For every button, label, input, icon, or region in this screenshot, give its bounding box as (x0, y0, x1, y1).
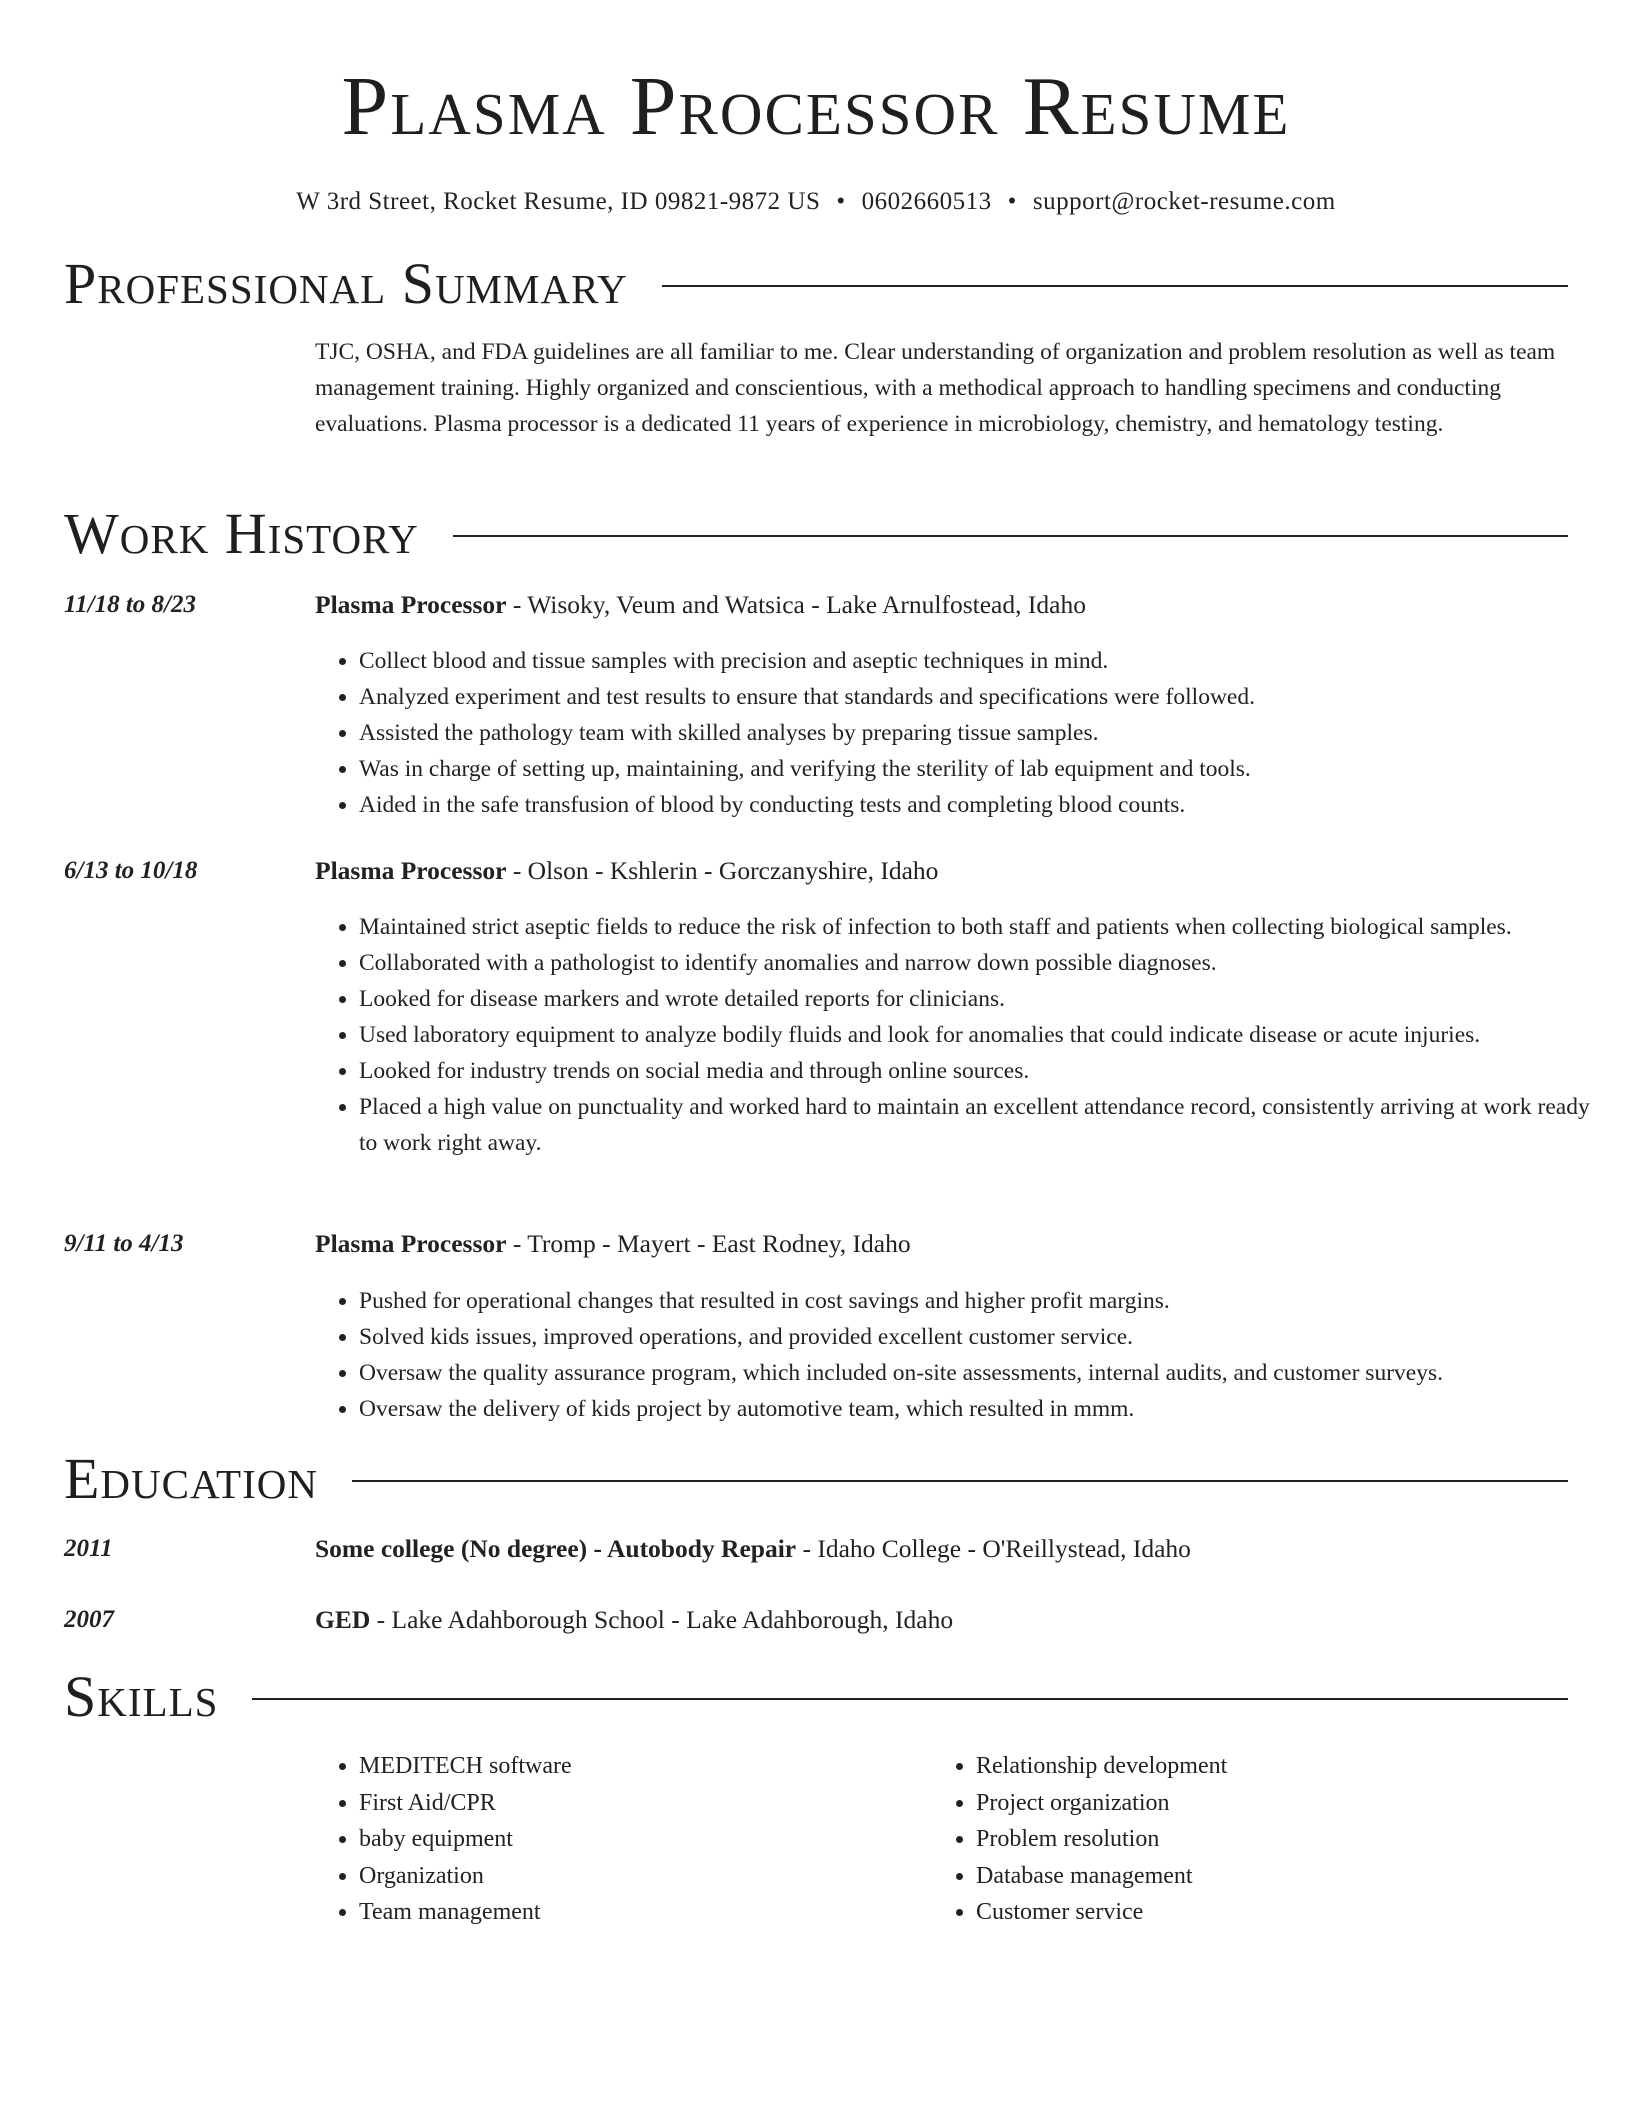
job-dates: 11/18 to 8/23 (64, 591, 196, 618)
skill-item: • MEDITECH software (359, 1748, 919, 1785)
education-degree: GED (315, 1605, 371, 1634)
resume-title: Plasma Processor Resume (341, 60, 1291, 153)
job-title: Plasma Processor (315, 1229, 507, 1258)
skill-item: • Customer service (976, 1894, 1576, 1931)
job-duty: • Analyzed experiment and test results to ensure that standards and specifications were followed. (359, 679, 1612, 715)
job-title: Plasma Processor (315, 590, 507, 619)
resume-page (64, 0, 1590, 1925)
job-title-line (315, 1228, 911, 1260)
skill-item: • Team management (359, 1894, 919, 1931)
section-divider (352, 1480, 1568, 1482)
job-duty: • Looked for industry trends on social media and through online sources. (359, 1053, 1612, 1089)
job-title-line (315, 855, 938, 887)
job-employer: - Olson - Kshlerin - Gorczanyshire, Idaho (506, 856, 939, 885)
section-divider (252, 1698, 1568, 1700)
work-heading: Work History (64, 501, 419, 566)
education-heading: Education (64, 1446, 318, 1511)
job-duties (315, 643, 1612, 823)
job-duties (315, 909, 1612, 1161)
skill-item: • Organization (359, 1858, 919, 1895)
education-section-header (64, 1447, 1568, 1511)
job-duty: • Assisted the pathology team with skilled analyses by preparing tissue samples. (359, 715, 1612, 751)
skills-section-header (64, 1665, 1568, 1729)
contact-line (64, 186, 1568, 218)
job-duty: • Pushed for operational changes that resulted in cost savings and higher profit margins. (359, 1283, 1612, 1319)
summary-section-header (64, 252, 1568, 316)
job-duty: • Placed a high value on punctuality and worked hard to maintain an excellent attendance record, consistently arriving at work ready to work right away. (359, 1089, 1612, 1161)
skill-item: • Project organization (976, 1785, 1576, 1822)
contact-address: W 3rd Street, Rocket Resume, ID 09821-9872 US (296, 188, 821, 215)
job-duty: • Oversaw the quality assurance program, which included on-site assessments, internal audits, and customer surveys. (359, 1355, 1612, 1391)
education-year: 2007 (64, 1606, 114, 1633)
job-duty: • Was in charge of setting up, maintaining, and verifying the sterility of lab equipment and tools. (359, 751, 1612, 787)
skills-list-left (315, 1748, 919, 1931)
skill-item: • baby equipment (359, 1821, 919, 1858)
job-duty: • Aided in the safe transfusion of blood by conducting tests and completing blood counts. (359, 787, 1612, 823)
job-duties (315, 1283, 1612, 1427)
summary-heading: Professional Summary (64, 251, 628, 316)
skill-item: • Problem resolution (976, 1821, 1576, 1858)
job-dates: 9/11 to 4/13 (64, 1230, 184, 1257)
skills-list-right (932, 1748, 1576, 1931)
summary-text: TJC, OSHA, and FDA guidelines are all familiar to me. Clear understanding of organization and problem resolution as well as team management training. Highly organized and conscientious, with a methodical approach to handling specimens and conducting evaluations. Plasma processor is a dedicated 11 years of experience in microbiology, chemistry, and hematology testing. (315, 339, 1556, 437)
education-year: 2011 (64, 1535, 113, 1562)
section-divider (662, 285, 1568, 287)
job-duty: • Collaborated with a pathologist to identify anomalies and narrow down possible diagnoses. (359, 945, 1612, 981)
job-title: Plasma Processor (315, 856, 507, 885)
education-school: - Idaho College - O'Reillystead, Idaho (796, 1534, 1191, 1563)
skills-heading: Skills (64, 1664, 219, 1729)
section-divider (453, 535, 1568, 537)
skill-item: • Relationship development (976, 1748, 1576, 1785)
contact-phone: 0602660513 (861, 188, 992, 215)
job-employer: - Tromp - Mayert - East Rodney, Idaho (506, 1229, 911, 1258)
job-title-line (315, 589, 1086, 621)
contact-separator: • (1007, 188, 1017, 215)
job-dates: 6/13 to 10/18 (64, 857, 198, 884)
summary-body (315, 334, 1568, 442)
education-school: - Lake Adahborough School - Lake Adahborough, Idaho (370, 1605, 954, 1634)
skill-item: • First Aid/CPR (359, 1785, 919, 1822)
job-duty: • Used laboratory equipment to analyze bodily fluids and look for anomalies that could indicate disease or acute injuries. (359, 1017, 1612, 1053)
job-duty: • Solved kids issues, improved operations, and provided excellent customer service. (359, 1319, 1612, 1355)
job-duty: • Looked for disease markers and wrote detailed reports for clinicians. (359, 981, 1612, 1017)
job-duty: • Oversaw the delivery of kids project by automotive team, which resulted in mmm. (359, 1391, 1612, 1427)
job-duty: • Collect blood and tissue samples with precision and aseptic techniques in mind. (359, 643, 1612, 679)
contact-separator: • (836, 188, 846, 215)
education-degree: Some college (No degree) - Autobody Repair (315, 1534, 797, 1563)
education-line (315, 1533, 1191, 1565)
work-section-header (64, 502, 1568, 566)
skill-item: • Database management (976, 1858, 1576, 1895)
job-duty: • Maintained strict aseptic fields to reduce the risk of infection to both staff and patients when collecting biological samples. (359, 909, 1612, 945)
education-line (315, 1604, 953, 1636)
contact-email: support@rocket-resume.com (1032, 188, 1336, 215)
job-employer: - Wisoky, Veum and Watsica - Lake Arnulfostead, Idaho (506, 590, 1086, 619)
